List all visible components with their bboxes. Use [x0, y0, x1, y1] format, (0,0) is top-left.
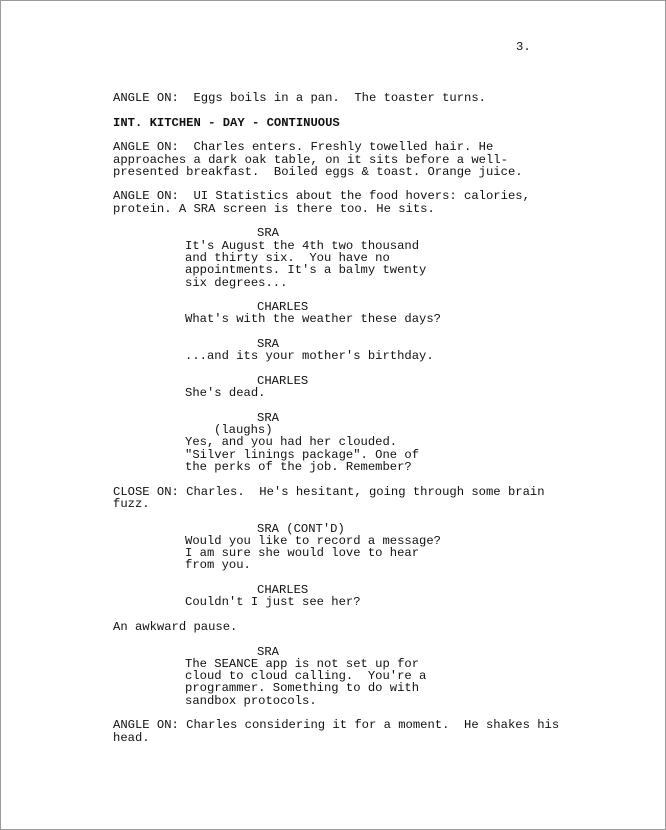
character-cue: CHARLES [257, 300, 309, 315]
dialogue-line: programmer. Something to do with [185, 681, 420, 696]
dialogue-line: "Silver linings package". One of [185, 447, 420, 462]
dialogue-line: ...and its your mother's birthday. [185, 349, 434, 364]
dialogue-line: and thirty six. You have no [185, 250, 390, 265]
character-cue: SRA [257, 644, 279, 659]
parenthetical: (laughs) [214, 423, 273, 438]
dialogue-line: The SEANCE app is not set up for [185, 656, 420, 671]
action-line: protein. A SRA screen is there too. He sits. [113, 201, 435, 216]
page-number: 3. [516, 40, 531, 54]
action-line: CLOSE ON: Charles. He's hesitant, going through some brain [113, 484, 545, 499]
dialogue-line: She's dead. [185, 386, 266, 401]
character-cue: SRA [257, 226, 279, 241]
character-cue: SRA [257, 337, 279, 351]
action-line: ANGLE ON: Eggs boils in a pan. The toaster turns. [113, 91, 486, 105]
dialogue-line: from you. [185, 558, 251, 573]
dialogue-line: Yes, and you had her clouded. [185, 435, 398, 450]
dialogue-line: sandbox protocols. [185, 693, 317, 708]
dialogue-line: It's August the 4th two thousand [185, 238, 420, 253]
action-line: ANGLE ON: Charles considering it for a moment. He shakes his [113, 718, 560, 733]
scene-heading: INT. KITCHEN - DAY - CONTINUOUS [113, 115, 340, 130]
dialogue-line: the perks of the job. Remember? [185, 460, 412, 474]
action-line: head. [113, 730, 150, 745]
character-cue: CHARLES [257, 373, 309, 388]
action-line: presented breakfast. Boiled eggs & toast. Orange juice. [113, 164, 523, 179]
character-cue: CHARLES [257, 583, 309, 597]
action-line: ANGLE ON: Charles enters. Freshly towelled hair. He [113, 140, 494, 155]
dialogue-line: Would you like to record a message? [185, 533, 441, 548]
dialogue-line: What's with the weather these days? [185, 312, 441, 327]
character-cue: SRA [257, 410, 279, 425]
dialogue-line: cloud to cloud calling. You're a [185, 669, 427, 684]
action-line: approaches a dark oak table, on it sits before a well- [113, 152, 508, 167]
action-line: ANGLE ON: UI Statistics about the food hovers: calories, [113, 189, 530, 204]
dialogue-line: Couldn't I just see her? [185, 595, 361, 610]
dialogue-line: six degrees... [185, 275, 288, 290]
dialogue-line: I am sure she would love to hear [185, 546, 420, 561]
action-line: fuzz. [113, 496, 150, 511]
dialogue-line: appointments. It's a balmy twenty [185, 263, 427, 278]
character-cue: SRA (CONT'D) [257, 521, 345, 536]
action-line: An awkward pause. [113, 619, 238, 634]
